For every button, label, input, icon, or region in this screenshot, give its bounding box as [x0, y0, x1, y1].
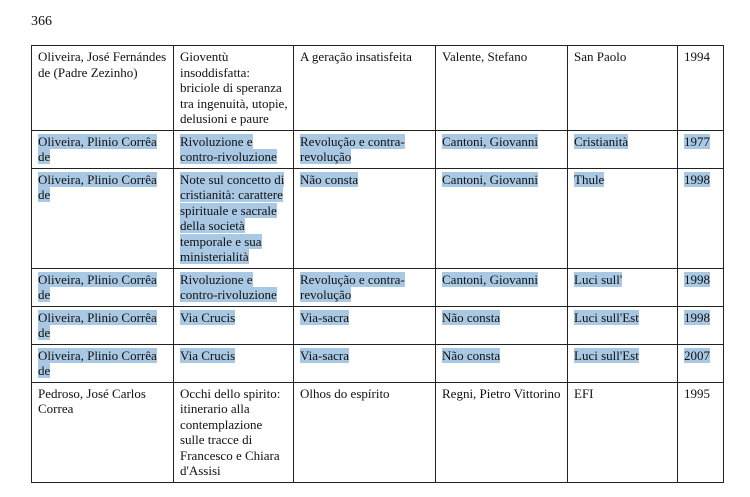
original-title-cell [294, 306, 436, 344]
translator-cell [436, 306, 568, 344]
year-text: 2007 [684, 347, 710, 363]
italian-title-cell [174, 130, 294, 168]
author-cell [32, 344, 174, 382]
author-cell [32, 268, 174, 306]
year-text: 1995 [684, 385, 710, 401]
year-cell [678, 344, 724, 382]
author-text: Oliveira, Plinio Corrêa de [38, 171, 157, 202]
italian-title-text: Rivoluzione e contro-rivoluzione [180, 271, 277, 302]
italian-title-text: Gioventù insoddisfatta: briciole di speranza tra ingenuità, utopie, delusioni e paure [180, 49, 288, 126]
italian-title-cell [174, 268, 294, 306]
author-text: Oliveira, Plinio Corrêa de [38, 309, 157, 340]
italian-title-cell [174, 168, 294, 268]
publisher-cell [568, 268, 678, 306]
author-cell [32, 130, 174, 168]
publisher-text: Luci sull'Est [574, 309, 639, 325]
year-cell [678, 306, 724, 344]
author-cell [32, 306, 174, 344]
original-title-cell [294, 168, 436, 268]
publisher-cell [568, 130, 678, 168]
year-cell [678, 268, 724, 306]
translator-text: Cantoni, Giovanni [442, 171, 539, 187]
year-text: 1998 [684, 271, 710, 287]
italian-title-cell [174, 46, 294, 131]
translator-text: Cantoni, Giovanni [442, 271, 539, 287]
publisher-cell [568, 306, 678, 344]
original-title-text: Via-sacra [300, 309, 350, 325]
italian-title-text: Via Crucis [180, 309, 236, 325]
year-cell [678, 382, 724, 482]
original-title-text: Olhos do espírito [300, 385, 390, 401]
publisher-cell [568, 344, 678, 382]
italian-title-text: Note sul concetto di cristianità: carattere spirituale e sacrale della società temporale e sua ministerialità [180, 171, 285, 264]
table-body [32, 46, 724, 483]
translator-text: Não consta [442, 309, 501, 325]
publisher-cell [568, 382, 678, 482]
original-title-cell [294, 130, 436, 168]
translator-text: Cantoni, Giovanni [442, 133, 539, 149]
translator-cell [436, 130, 568, 168]
original-title-cell [294, 344, 436, 382]
publisher-text: Luci sull'Est [574, 347, 639, 363]
year-cell [678, 46, 724, 131]
year-text: 1977 [684, 133, 710, 149]
translator-cell [436, 344, 568, 382]
table-row [32, 46, 724, 131]
year-cell [678, 168, 724, 268]
original-title-cell [294, 382, 436, 482]
year-text: 1998 [684, 309, 710, 325]
page-number: 366 [31, 14, 52, 29]
bibliography-table [31, 45, 724, 483]
publisher-text: San Paolo [574, 49, 627, 64]
italian-title-text: Occhi dello spirito: itinerario alla contemplazione sulle tracce di Francesco e Chiara d'Assisi [180, 385, 281, 478]
author-text: Oliveira, Plinio Corrêa de [38, 347, 157, 378]
publisher-text: Luci sull' [574, 271, 623, 287]
table-row [32, 130, 724, 168]
author-text: Oliveira, Plinio Corrêa de [38, 271, 157, 302]
publisher-cell [568, 168, 678, 268]
table-row [32, 168, 724, 268]
translator-text: Valente, Stefano [442, 49, 528, 64]
italian-title-cell [174, 344, 294, 382]
author-text: Oliveira, Plinio Corrêa de [38, 133, 157, 164]
author-cell [32, 168, 174, 268]
original-title-text: A geração insatisfeita [300, 49, 412, 64]
original-title-cell [294, 268, 436, 306]
translator-cell [436, 168, 568, 268]
original-title-cell [294, 46, 436, 131]
year-cell [678, 130, 724, 168]
italian-title-cell [174, 382, 294, 482]
table-row [32, 268, 724, 306]
translator-text: Regni, Pietro Vittorino [442, 385, 561, 401]
original-title-text: Via-sacra [300, 347, 350, 363]
year-text: 1994 [684, 49, 710, 64]
italian-title-cell [174, 306, 294, 344]
italian-title-text: Via Crucis [180, 347, 236, 363]
table-row [32, 306, 724, 344]
publisher-cell [568, 46, 678, 131]
italian-title-text: Rivoluzione e contro-rivoluzione [180, 133, 277, 164]
author-text: Oliveira, José Fernándes de (Padre Zezinho) [38, 49, 167, 80]
original-title-text: Não consta [300, 171, 359, 187]
year-text: 1998 [684, 171, 710, 187]
original-title-text: Revolução e contra-revolução [300, 133, 405, 164]
table-row [32, 382, 724, 482]
author-cell [32, 382, 174, 482]
translator-cell [436, 46, 568, 131]
table-row [32, 344, 724, 382]
publisher-text: Thule [574, 171, 605, 187]
author-cell [32, 46, 174, 131]
publisher-text: EFI [574, 385, 594, 401]
translator-text: Não consta [442, 347, 501, 363]
translator-cell [436, 268, 568, 306]
original-title-text: Revolução e contra-revolução [300, 271, 405, 302]
publisher-text: Cristianità [574, 133, 629, 149]
translator-cell [436, 382, 568, 482]
author-text: Pedroso, José Carlos Correa [38, 385, 146, 416]
